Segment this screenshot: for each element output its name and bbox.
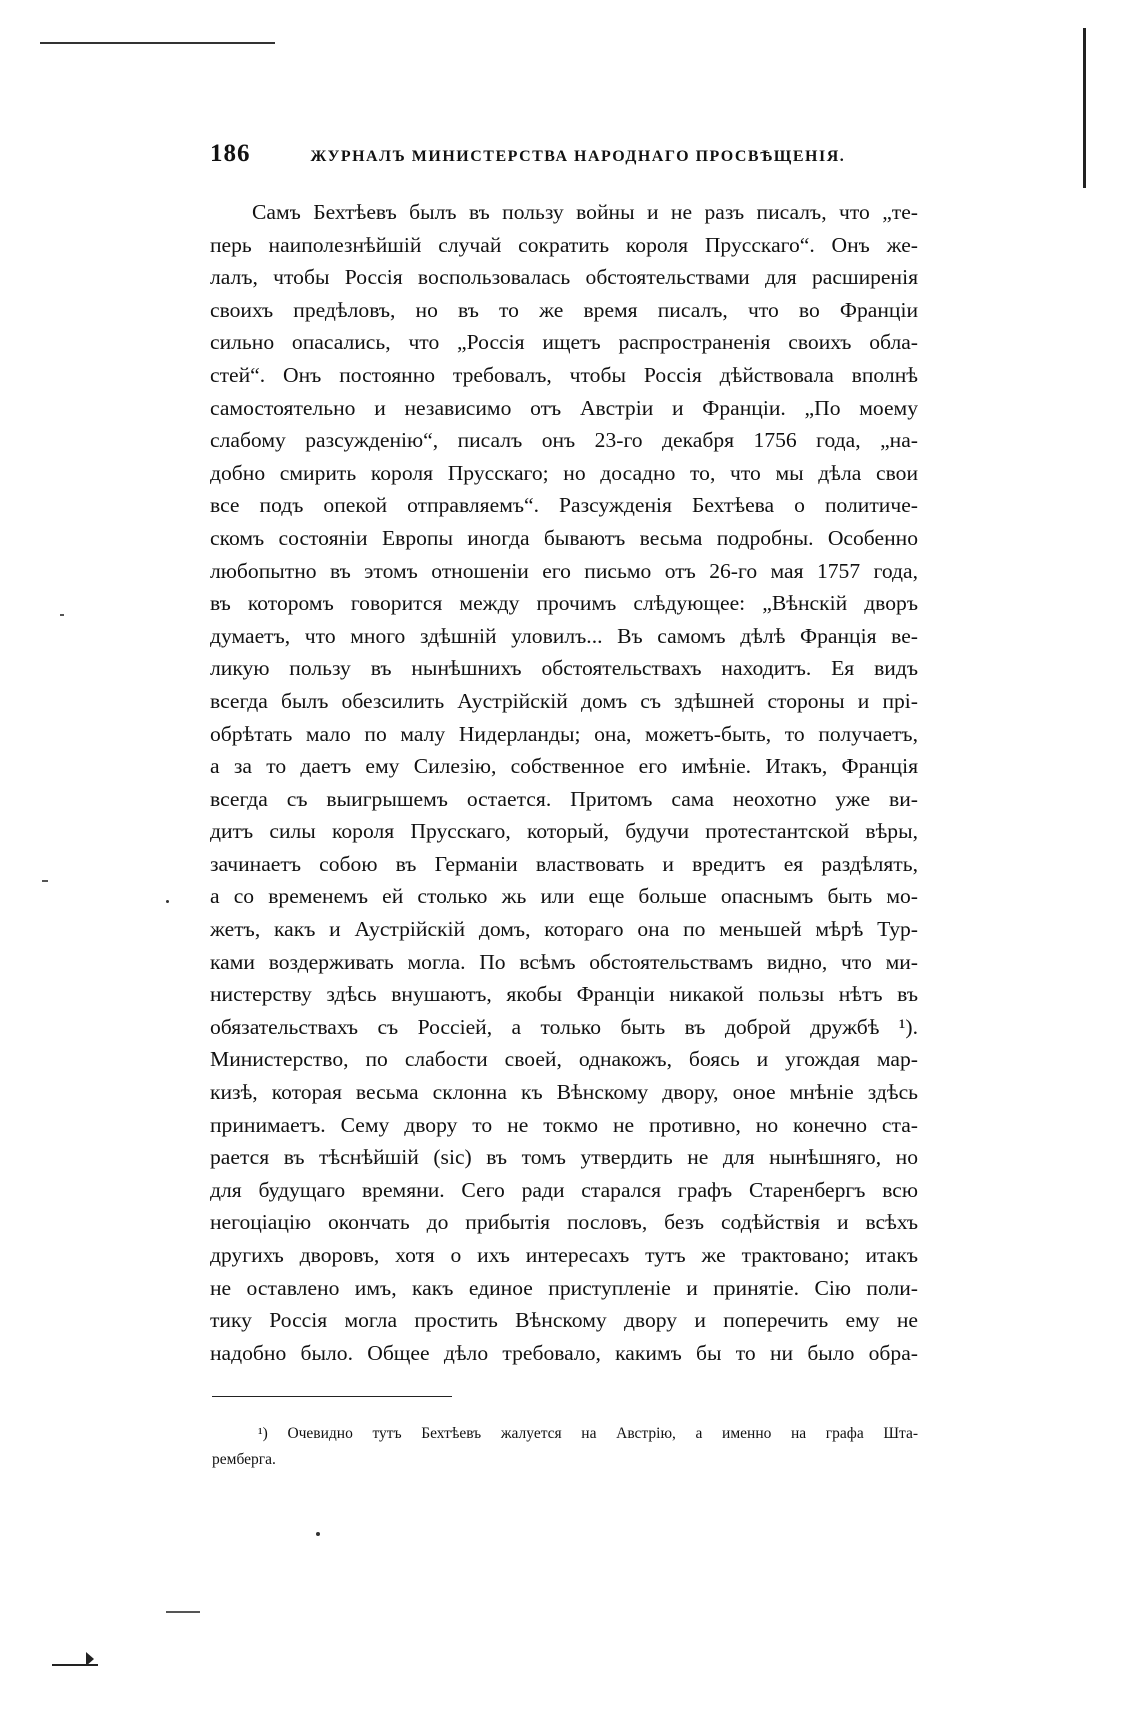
scan-edge-bar: [1083, 28, 1086, 188]
text-line: Самъ Бехтѣевъ былъ въ пользу войны и не разъ писалъ, что „те-: [252, 200, 918, 224]
text-line: рается въ тѣснѣйшій (sic) въ томъ утвердить не для нынѣшняго, но: [210, 1145, 918, 1170]
text-line: добно смирить короля Прусскаго; но досадно то, что мы дѣла свои: [210, 460, 918, 485]
scan-speck: [316, 1532, 320, 1536]
text-line: всегда былъ обезсилить Аустрійскій домъ съ здѣшней стороны и прі-: [210, 688, 918, 713]
text-line: нистерству здѣсь внушаютъ, якобы Франціи никакой пользы нѣтъ въ: [210, 982, 918, 1007]
text-line: жетъ, какъ и Аустрійскій домъ, котораго она по меньшей мѣрѣ Тур-: [210, 917, 918, 942]
text-line: скомъ состояніи Европы иногда бываютъ весьма подробны. Особенно: [210, 525, 918, 550]
scan-edge-rule: [40, 42, 275, 44]
scan-mark: [42, 880, 48, 882]
text-line: дитъ силы короля Прусскаго, который, будучи протестантской вѣры,: [210, 819, 918, 844]
text-line: ликую пользу въ нынѣшнихъ обстоятельствахъ находитъ. Ея видъ: [210, 656, 918, 681]
scan-speck: [166, 900, 169, 903]
text-line: слабому разсужденію“, писалъ онъ 23-го декабря 1756 года, „на-: [210, 428, 918, 453]
text-line: все подъ опекой отправляемъ“. Разсужденія Бехтѣева о политиче-: [210, 493, 918, 518]
text-line: сильно опасались, что „Россія ищетъ распространенія своихъ обла-: [210, 330, 918, 355]
scan-corner-arrow: [86, 1652, 94, 1666]
text-line: своихъ предѣловъ, но въ то же время писалъ, что во Франціи: [210, 297, 918, 322]
text-line: надобно было. Общее дѣло требовало, какимъ бы то ни было обра-: [210, 1340, 918, 1365]
text-line: не оставлено имъ, какъ единое приступленіе и принятіе. Сію поли-: [210, 1275, 918, 1300]
text-line: лалъ, чтобы Россія воспользовалась обстоятельствами для расширенія: [210, 265, 918, 290]
text-line: кизѣ, которая весьма склонна къ Вѣнскому двору, оное мнѣніе здѣсь: [210, 1080, 918, 1105]
text-line: самостоятельно и независимо отъ Австріи и Франціи. „По моему: [210, 395, 918, 420]
footnote: [212, 1421, 918, 1473]
scan-mark: [60, 614, 64, 616]
text-line: принимаетъ. Сему двору то не токмо не противно, но конечно ста-: [210, 1112, 918, 1137]
text-line: негоціацію окончать до прибытія пословъ, безъ содѣйствія и всѣхъ: [210, 1210, 918, 1235]
text-line: Министерство, по слабости своей, однакожъ, боясь и угождая мар-: [210, 1047, 918, 1072]
text-line: обрѣтать мало по малу Нидерланды; она, можетъ-быть, то получаетъ,: [210, 721, 918, 746]
running-head: ЖУРНАЛЪ МИНИСТЕРСТВА НАРОДНАГО ПРОСВѢЩЕНІЯ.: [310, 148, 846, 165]
footnote-separator: [212, 1396, 452, 1397]
text-line: всегда съ выигрышемъ остается. Притомъ сама неохотно уже ви-: [210, 786, 918, 811]
footnote-line: ремберга.: [212, 1451, 276, 1468]
text-line: въ которомъ говорится между прочимъ слѣдующее: „Вѣнскій дворъ: [210, 591, 918, 616]
text-line: тику Россія могла простить Вѣнскому двору и поперечить ему не: [210, 1308, 918, 1333]
text-line: ками воздерживать могла. По всѣмъ обстоятельствамъ видно, что ми-: [210, 949, 918, 974]
footnote-line: ¹) Очевидно тутъ Бехтѣевъ жалуется на Австрію, а именно на графа Шта-: [258, 1425, 918, 1442]
scan-mark: [166, 1611, 200, 1613]
text-line: обязательствахъ съ Россіей, а только быть въ доброй дружбѣ ¹).: [210, 1014, 918, 1039]
page-number: 186: [210, 140, 251, 167]
text-line: другихъ дворовъ, хотя о ихъ интересахъ тутъ же трактовано; итакъ: [210, 1243, 918, 1267]
text-line: а со временемъ ей столько жь или еще больше опаснымъ быть мо-: [210, 884, 918, 909]
page-header: [210, 140, 920, 180]
main-text: [210, 196, 918, 1369]
text-line: стей“. Онъ постоянно требовалъ, чтобы Россія дѣйствовала вполнѣ: [210, 362, 918, 387]
text-line: для будущаго времяни. Сего ради старался графъ Старенбергъ всю: [210, 1177, 918, 1202]
text-line: зачинаетъ собою въ Германіи властвовать и вредитъ ея раздѣлять,: [210, 851, 918, 876]
text-line: любопытно въ этомъ отношеніи его письмо отъ 26-го мая 1757 года,: [210, 558, 918, 583]
text-line: думаетъ, что много здѣшній уловилъ... Въ самомъ дѣлѣ Франція ве-: [210, 623, 918, 648]
text-line: перь наиполезнѣйшій случай сократить короля Прусскаго“. Онъ же-: [210, 232, 918, 257]
text-line: а за то даетъ ему Силезію, собственное его имѣніе. Итакъ, Франція: [210, 754, 918, 779]
